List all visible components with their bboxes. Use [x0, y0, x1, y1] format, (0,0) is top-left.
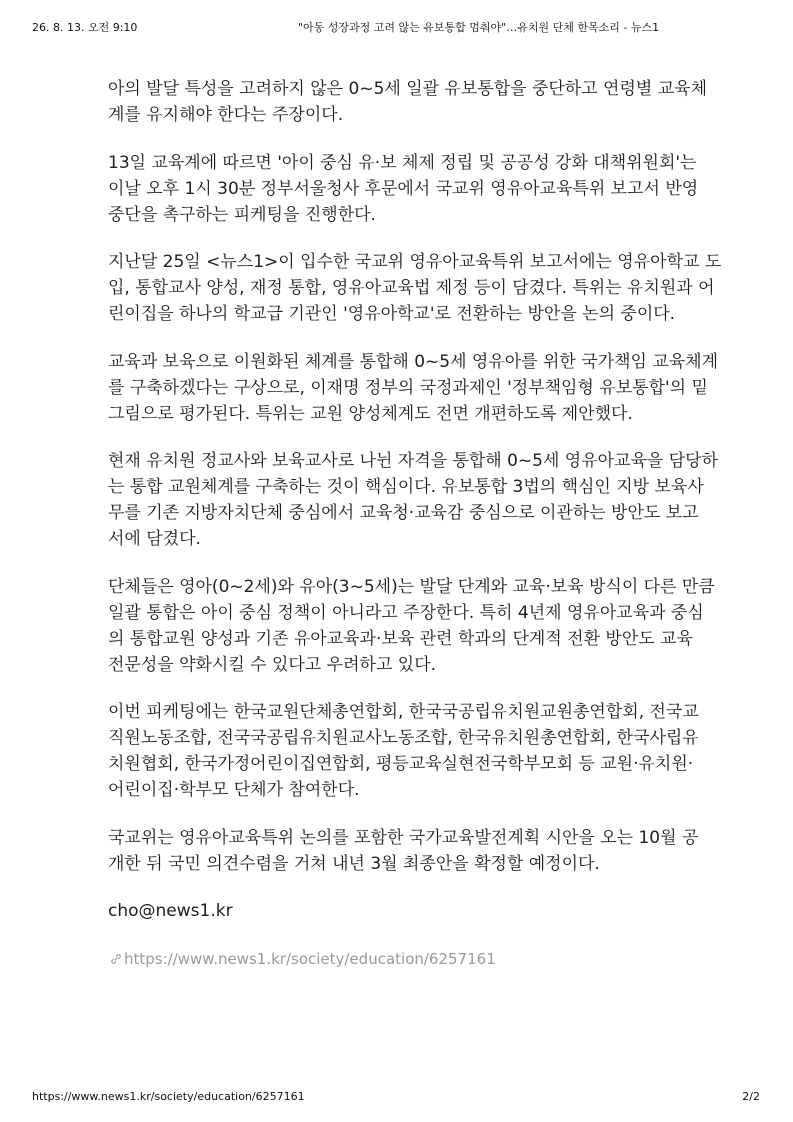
paragraph-line: 그림으로 평가된다. 특위는 교원 양성체계도 전면 개편하도록 제안했다. — [108, 403, 633, 424]
paragraph-line: 의 통합교원 양성과 기존 유아교육과·보육 관련 학과의 단계적 전환 방안도 교육 — [108, 628, 693, 649]
source-link[interactable] — [110, 946, 708, 972]
article-paragraph — [108, 150, 708, 228]
paragraph-line: 는 통합 교원체계를 구축하는 것이 핵심이다. 유보통합 3법의 핵심인 지방 보육사 — [108, 477, 704, 497]
paragraph-line: 어린이집·학부모 단체가 참여한다. — [108, 780, 360, 800]
paragraph-line: 13일 교육계에 따르면 '아이 중심 유·보 체제 정립 및 공공성 강화 대책위원회'는 — [108, 152, 697, 173]
paragraph-line: 무를 기존 지방자치단체 중심에서 교육청·교육감 중심으로 이관하는 방안도 보고 — [108, 503, 699, 523]
paragraph-line: 전문성을 약화시킬 수 있다고 우려하고 있다. — [108, 654, 437, 675]
paragraph-line: 국교위는 영유아교육특위 논의를 포함한 국가교육발전계획 시안을 오는 10월 공 — [108, 827, 699, 848]
paragraph-line: 중단을 촉구하는 피케팅을 진행한다. — [108, 204, 376, 225]
print-header-datetime: 26. 8. 13. 오전 9:10 — [32, 21, 138, 34]
paragraph-line: 서에 담겼다. — [108, 529, 201, 549]
byline-email: cho@news1.kr — [108, 901, 233, 921]
article-paragraph — [108, 249, 722, 327]
paragraph-line: 직원노동조합, 전국국공립유치원교사노동조합, 한국유치원총연합회, 한국사립유 — [108, 728, 699, 748]
paragraph-line: 린이집을 하나의 학교급 기관인 '영유아학교'로 전환하는 방안을 논의 중이다. — [108, 304, 676, 324]
byline — [108, 898, 708, 924]
paragraph-line: 일괄 통합은 아이 중심 정책이 아니라고 주장한다. 특히 4년제 영유아교육과 중심 — [108, 602, 704, 623]
print-footer-page-number: 2/2 — [742, 1090, 760, 1103]
paragraph-line: 개한 뒤 국민 의견수렴을 거쳐 내년 3월 최종안을 확정할 예정이다. — [108, 853, 600, 874]
link-icon — [110, 953, 122, 965]
article-paragraph — [108, 574, 715, 678]
paragraph-line: 현재 유치원 정교사와 보육교사로 나뉜 자격을 통합해 0~5세 영유아교육을 담당하 — [108, 451, 719, 471]
article-paragraph — [108, 448, 719, 552]
paragraph-line: 를 구축하겠다는 구상으로, 이재명 정부의 국정과제인 '정부책임형 유보통합'의 밑 — [108, 377, 708, 398]
print-footer-url: https://www.news1.kr/society/education/6257161 — [32, 1090, 305, 1103]
article-paragraph — [108, 76, 708, 128]
article-paragraph — [108, 699, 708, 803]
paragraph-line: 이번 피케팅에는 한국교원단체총연합회, 한국국공립유치원교원총연합회, 전국교 — [108, 702, 699, 722]
paragraph-line: 계를 유지해야 한다는 주장이다. — [108, 105, 344, 125]
article-body — [108, 76, 722, 972]
paragraph-line: 교육과 보육으로 이원화된 체계를 통합해 0~5세 영유아를 위한 국가책임 교육체계 — [108, 351, 719, 372]
article-paragraph — [108, 349, 719, 427]
paragraph-line: 입, 통합교사 양성, 재정 통합, 영유아교육법 제정 등이 담겼다. 특위는 유치원과 어 — [108, 278, 715, 298]
article-paragraph — [108, 825, 708, 877]
paragraph-line: 이날 오후 1시 30분 정부서울청사 후문에서 국교위 영유아교육특위 보고서 반영 — [108, 178, 699, 199]
paragraph-line: 치원협회, 한국가정어린이집연합회, 평등교육실현전국학부모회 등 교원·유치원· — [108, 754, 694, 774]
print-header-title: "아동 성장과정 고려 않는 유보통합 멈춰야"…유치원 단체 한목소리 - 뉴스1 — [298, 21, 660, 34]
paragraph-line: 단체들은 영아(0~2세)와 유아(3~5세)는 발달 단계와 교육·보육 방식이 다른 만큼 — [108, 576, 715, 597]
paragraph-line: 지난달 25일 <뉴스1>이 입수한 국교위 영유아교육특위 보고서에는 영유아학교 도 — [108, 252, 722, 272]
paragraph-line: 아의 발달 특성을 고려하지 않은 0~5세 일괄 유보통합을 중단하고 연령별 교육체 — [108, 79, 707, 99]
source-url: https://www.news1.kr/society/education/6257161 — [124, 949, 496, 968]
